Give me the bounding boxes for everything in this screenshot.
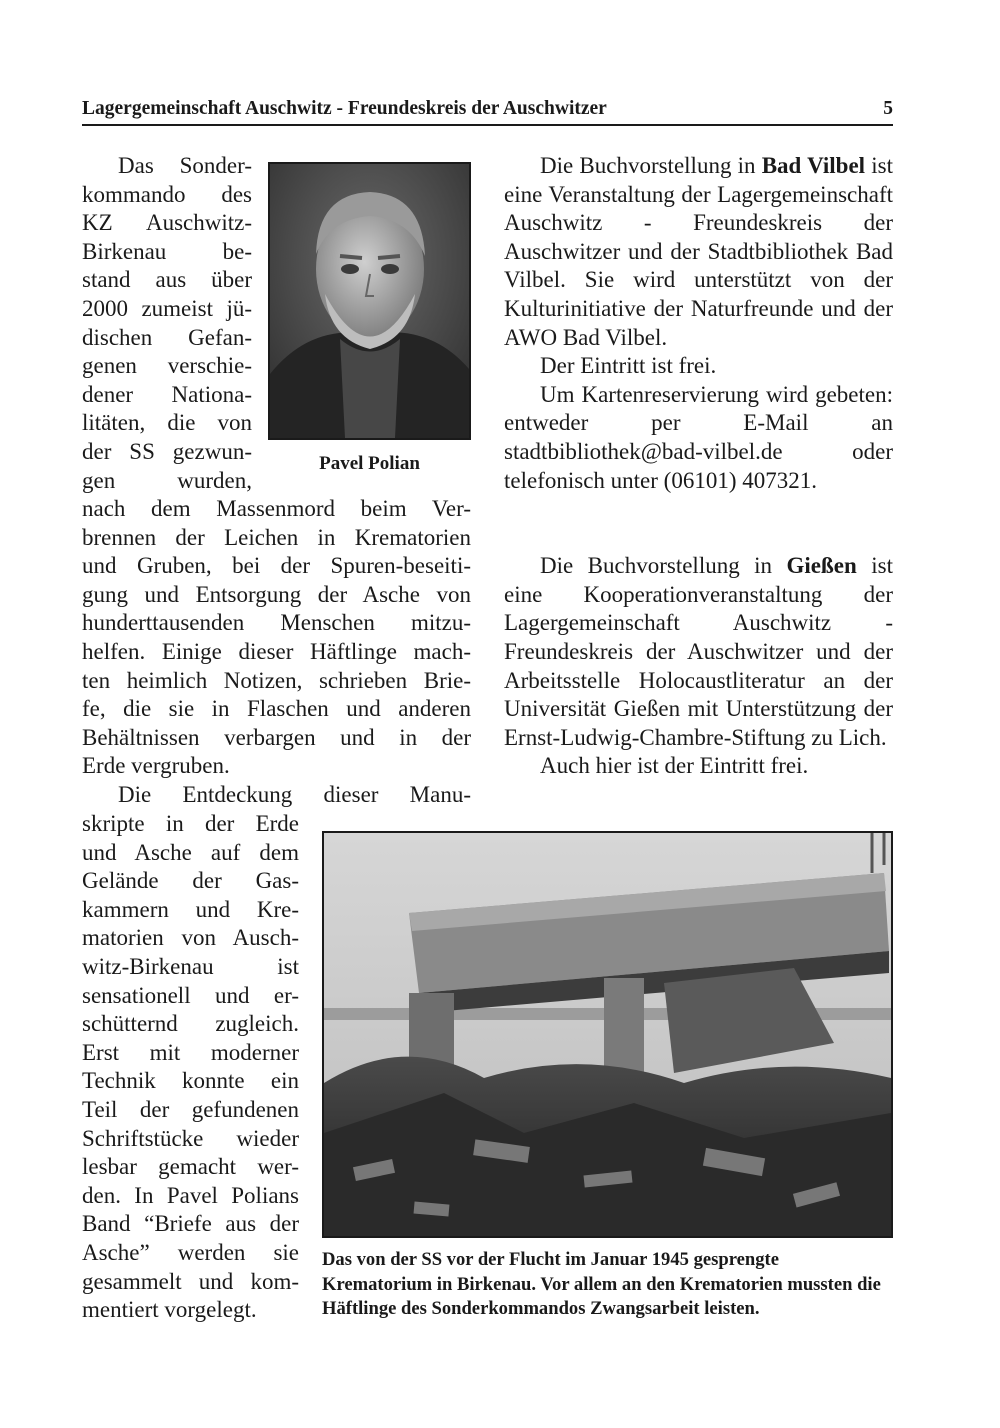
text-line: gung und Entsorgung der Asche von [82, 581, 471, 607]
right-column [504, 152, 893, 781]
event1-reservation: Um Kartenreservierung wird gebeten: entweder per E-Mail an stadtbibliothek@bad-vilbel.de oder telefonisch unter (06101) 407321. [504, 381, 893, 493]
text-line: Erde vergruben. [82, 753, 230, 779]
portrait-photo [268, 162, 471, 440]
spacer [504, 495, 893, 552]
text-line: Behältnissen verbargen und in der [82, 724, 471, 750]
portrait-caption: Pavel Polian [319, 453, 420, 474]
text-line: stand aus über [82, 267, 252, 293]
text-line: hunderttausenden Menschen mitzu- [82, 610, 471, 636]
text-line: lesbar gemacht wer- [82, 1154, 299, 1180]
running-header [82, 98, 893, 126]
text-line: kammern und Kre- [82, 896, 299, 922]
text-line: und Asche auf dem [82, 839, 299, 865]
event2-text: ist eine Kooperationveranstaltung der Lagergemeinschaft Auschwitz - Freundeskreis der Auschwitzer und der Arbeitsstelle Holocaustliteratur an der Universität Gießen mit Unterstützung der Ernst-Ludwig-Chambre-Stiftung zu Lich. [504, 553, 894, 750]
text-line: Gelände der Gas- [82, 868, 299, 894]
event2-paragraph [504, 552, 893, 752]
text-line: fe, die sie in Flaschen und anderen [82, 696, 471, 722]
event1-text: ist eine Veranstaltung der Lagergemeinschaft Auschwitz - Freundeskreis der Auschwitzer und der Stadtbibliothek Bad Vilbel. Sie wird unterstützt von der Kulturinitiative der Naturfreunde und der AWO Bad Vilbel. [504, 153, 893, 350]
event1-entry: Der Eintritt ist frei. [540, 353, 717, 379]
text-line: und Gruben, bei der Spuren-beseiti- [82, 553, 471, 579]
left-wrapped-text-1 [82, 152, 252, 495]
text-line: der SS gezwun- [82, 438, 252, 464]
text-line: gen wurden, [82, 467, 252, 493]
text-line: KZ Auschwitz- [82, 210, 252, 236]
text-line: dener Nationa- [82, 381, 252, 407]
page-number: 5 [883, 98, 893, 119]
text-line: Die Entdeckung dieser Manu- [118, 781, 471, 807]
text-line: Das Sonder- [118, 153, 252, 178]
header-title: Lagergemeinschaft Auschwitz - Freundeskreis der Auschwitzer [82, 98, 607, 119]
event2-lead: Die Buchvorstellung in [540, 553, 787, 579]
text-line: Technik konnte ein [82, 1068, 299, 1094]
text-line: gesammelt und kom- [82, 1268, 299, 1294]
text-line: skripte in der Erde [82, 811, 299, 836]
text-line: Schriftstücke wieder [82, 1125, 299, 1151]
text-line: ten heimlich Notizen, schrieben Brie- [82, 667, 471, 693]
text-line: witz-Birkenau ist [82, 953, 299, 979]
text-line: nach dem Massenmord beim Ver- [82, 496, 471, 521]
ruin-photo-caption: Das von der SS vor der Flucht im Januar 1945 gesprengte Krematorium in Birkenau. Vor allem an den Krematorien mussten die Häftlinge des Sonderkommandos Zwangsarbeit leisten. [322, 1249, 881, 1319]
text-line: matorien von Ausch- [82, 925, 299, 951]
event1-paragraph [504, 152, 893, 352]
event1-lead: Die Buchvorstellung in [540, 153, 762, 178]
left-fulltext-1 [82, 495, 471, 810]
left-wrapped-text-2 [82, 810, 299, 1325]
text-line: helfen. Einige dieser Häftlinge mach- [82, 638, 471, 664]
ruin-illustration [324, 833, 891, 1236]
text-line: 2000 zumeist jü- [82, 295, 252, 321]
text-line: kommando des [82, 181, 252, 207]
text-line: mentiert vorgelegt. [82, 1297, 257, 1323]
text-line: Erst mit moderner [82, 1039, 299, 1065]
text-line: Asche” werden sie [82, 1239, 299, 1265]
text-line: schütternd zugleich. [82, 1011, 299, 1037]
text-line: brennen der Leichen in Krematorien [82, 524, 471, 550]
event2-entry: Auch hier ist der Eintritt frei. [540, 753, 809, 779]
event2-place: Gießen [786, 553, 857, 579]
event1-place: Bad Vilbel [761, 153, 866, 178]
text-line: den. In Pavel Polians [82, 1182, 299, 1208]
portrait-illustration [270, 164, 469, 438]
text-line: Teil der gefundenen [82, 1096, 299, 1122]
text-line: litäten, die von [82, 410, 252, 436]
text-line: sensationell und er- [82, 982, 299, 1008]
text-line: genen verschie- [82, 353, 252, 379]
crematorium-ruin-photo [322, 831, 893, 1238]
text-line: dischen Gefan- [82, 324, 252, 350]
text-line: Band “Briefe aus der [82, 1211, 299, 1237]
text-line: Birkenau be- [82, 238, 252, 264]
